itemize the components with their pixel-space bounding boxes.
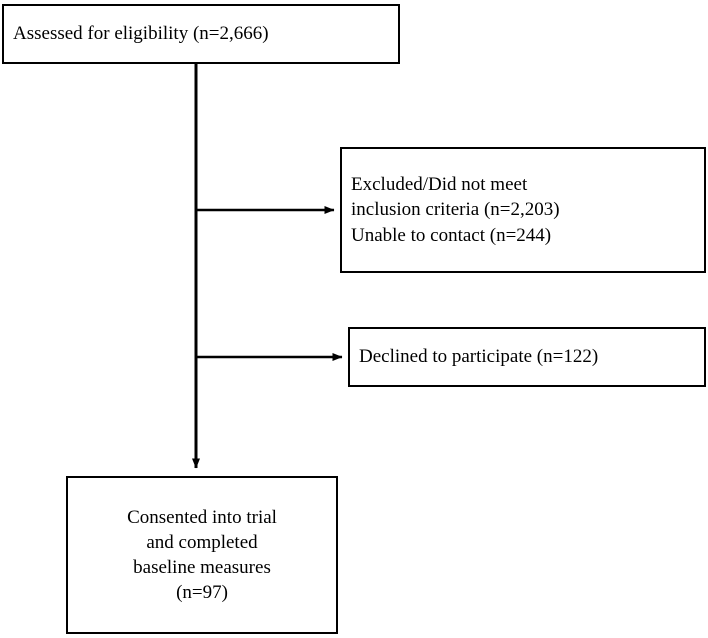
excluded-line-1: Excluded/Did not meet bbox=[351, 174, 528, 196]
assessed-line-1: Assessed for eligibility (n=2,666) bbox=[13, 23, 269, 45]
consented-line-1: Consented into trial bbox=[127, 506, 277, 528]
declined-line-1: Declined to participate (n=122) bbox=[359, 346, 599, 368]
consented-line-3: baseline measures bbox=[133, 557, 271, 578]
assessed-for-eligibility-box bbox=[2, 4, 400, 64]
consented-line-4: (n=97) bbox=[176, 582, 228, 604]
consented-line-2: and completed bbox=[146, 531, 258, 553]
excluded-line-2: inclusion criteria (n=2,203) bbox=[351, 199, 560, 221]
excluded-line-3: Unable to contact (n=244) bbox=[351, 224, 552, 246]
consented-box bbox=[66, 476, 338, 634]
declined-to-participate-box bbox=[348, 327, 706, 387]
excluded-box bbox=[340, 147, 706, 273]
